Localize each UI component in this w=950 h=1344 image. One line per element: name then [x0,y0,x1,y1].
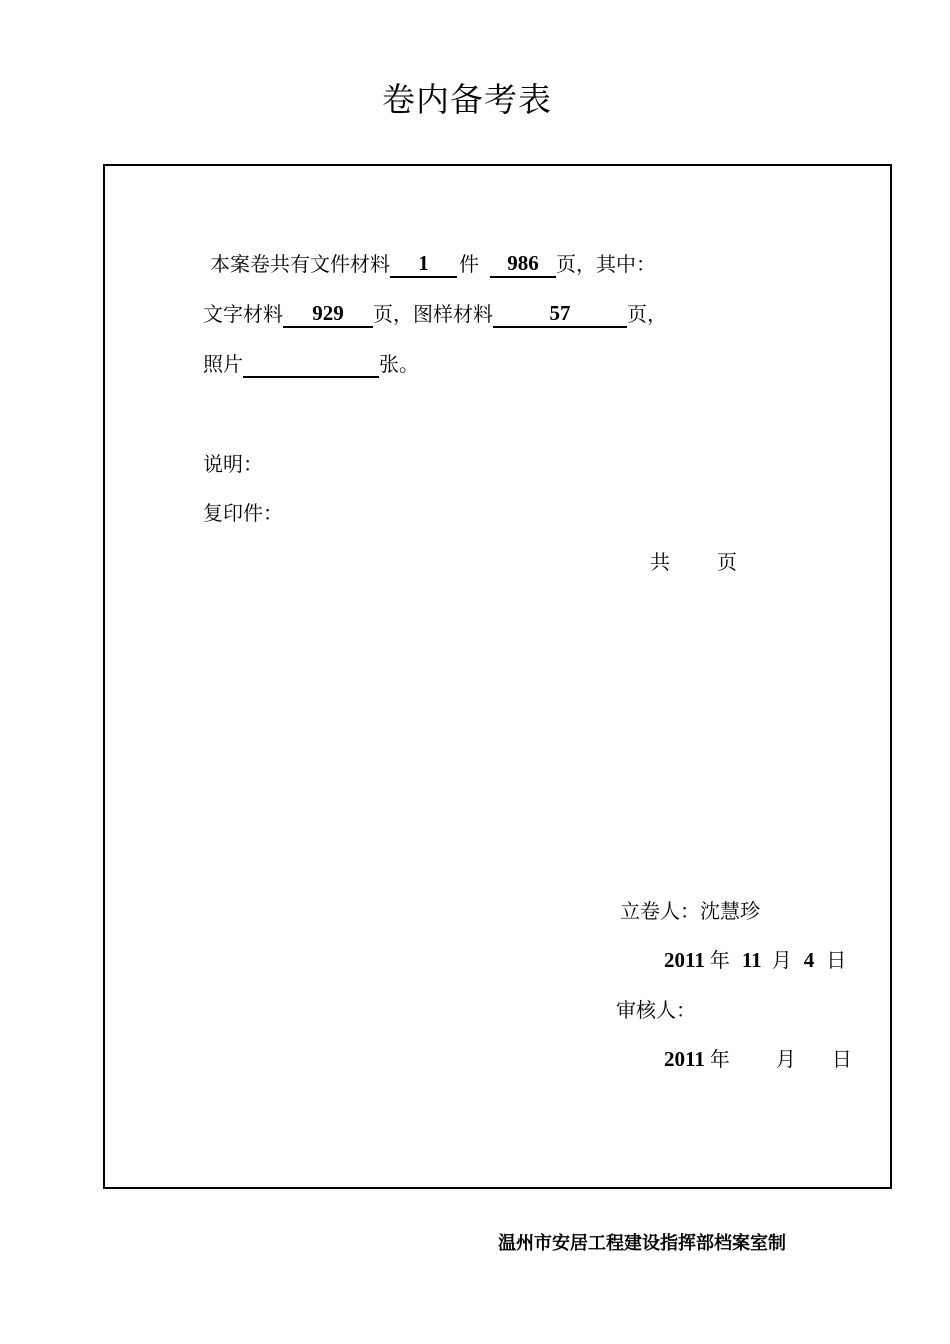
page-title: 卷内备考表 [382,80,552,119]
photo-label: 照片 [203,352,243,376]
text-material-label: 文字材料 [203,302,283,326]
explanation-label: 说明： [203,452,263,476]
line1-suffix: 页，其中： [556,252,656,276]
review-year-label: 年 [709,1047,730,1071]
compile-day: 4 [803,948,815,972]
footer-org: 温州市安居工程建设指挥部档案室制 [498,1233,786,1254]
drawing-suffix: 页， [627,302,667,326]
pages-count-field: 986 [490,250,556,278]
review-day-label: 日 [831,1047,852,1071]
compile-month: 11 [741,948,762,972]
copies-label: 复印件： [203,501,283,525]
review-year: 2011 [664,1047,705,1071]
total-pages-label: 页 [717,550,737,574]
photo-suffix: 张。 [379,352,419,376]
text-material-suffix: 页，图样材料 [373,302,493,326]
photo-count-field [243,350,379,378]
items-count-field: 1 [390,250,457,278]
compile-month-label: 月 [771,948,792,972]
compile-day-label: 日 [826,948,847,972]
total-label: 共 [650,550,670,574]
summary-prefix: 本案卷共有文件材料 [210,252,390,276]
summary-line-1 [210,250,656,278]
reviewer-label: 审核人： [616,998,696,1022]
total-pages-row [650,548,737,576]
text-pages-field: 929 [283,300,373,328]
compiler-row [620,897,760,925]
compile-date-row [664,946,846,974]
drawing-pages-field: 57 [493,300,627,328]
items-unit: 件 [459,252,479,276]
compiler-label: 立卷人： [620,899,700,923]
compiler-name: 沈慧珍 [700,899,760,923]
summary-line-2 [203,300,667,328]
review-date-row [664,1045,852,1073]
summary-line-3 [203,350,419,378]
compile-year: 2011 [664,948,705,972]
review-month-label: 月 [775,1047,796,1071]
compile-year-label: 年 [709,948,730,972]
